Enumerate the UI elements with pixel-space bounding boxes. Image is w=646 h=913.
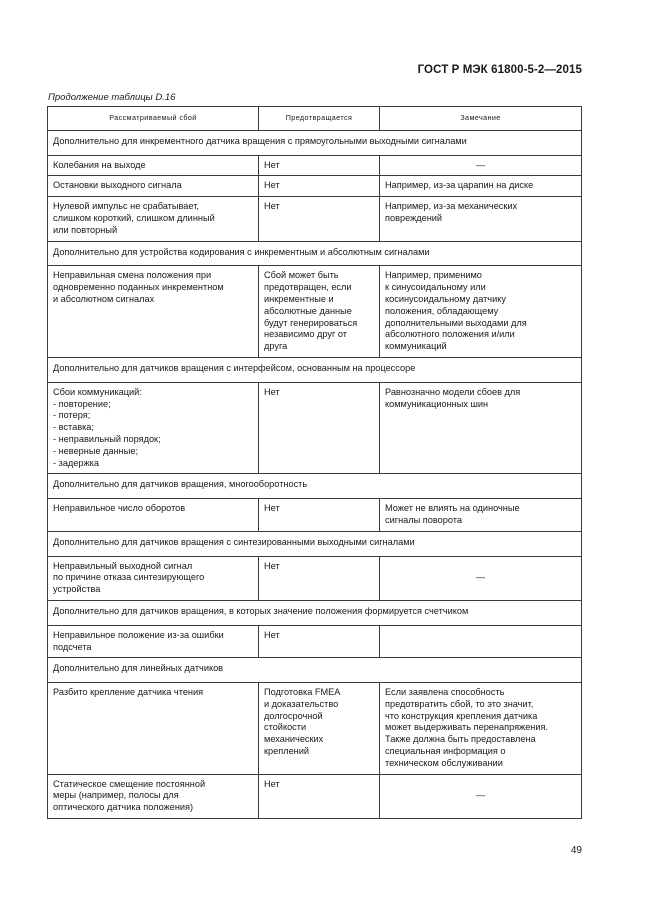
fault-cell: Сбои коммуникаций: - повторение; - потеря; - вставка; - неправильный порядок; - неверные данные; - задержка (48, 382, 259, 474)
section-row (48, 357, 582, 382)
fault-cell: Неправильное число оборотов (48, 499, 259, 532)
section-title: Дополнительно для датчиков вращения с интерфейсом, основанным на процессоре (48, 357, 582, 382)
column-header-fault: Рассматриваемый сбой (48, 107, 259, 131)
prevented-cell: Нет (259, 625, 380, 658)
table-row (48, 774, 582, 818)
fault-table (47, 106, 582, 819)
section-row (48, 658, 582, 683)
prevented-cell: Нет (259, 197, 380, 241)
column-header-prevented: Предотвращается (259, 107, 380, 131)
table-row (48, 266, 582, 358)
fault-cell: Колебания на выходе (48, 155, 259, 176)
prevented-cell: Нет (259, 176, 380, 197)
section-row (48, 600, 582, 625)
fault-cell: Неправильная смена положения при одновременно поданных инкрементном и абсолютном сигналах (48, 266, 259, 358)
section-row (48, 474, 582, 499)
table-row (48, 556, 582, 600)
prevented-cell: Нет (259, 382, 380, 474)
section-title: Дополнительно для инкрементного датчика вращения с прямоугольными выходными сигналами (48, 130, 582, 155)
section-row (48, 130, 582, 155)
section-row (48, 531, 582, 556)
table-row (48, 176, 582, 197)
note-cell: Если заявлена способность предотвратить сбой, то это значит, что конструкция крепления датчика может выдерживать перенапряжения. Также должна быть предоставлена специальная информация о техническом обслуживании (380, 683, 582, 775)
prevented-cell: Нет (259, 155, 380, 176)
fault-cell: Разбито крепление датчика чтения (48, 683, 259, 775)
note-cell: Равнозначно модели сбоев для коммуникационных шин (380, 382, 582, 474)
fault-cell: Остановки выходного сигнала (48, 176, 259, 197)
section-title: Дополнительно для датчиков вращения, в которых значение положения формируется счетчиком (48, 600, 582, 625)
note-cell: — (380, 774, 582, 818)
table-row (48, 382, 582, 474)
prevented-cell: Сбой может быть предотвращен, если инкрементные и абсолютные данные будут генерироваться независимо друг от друга (259, 266, 380, 358)
note-cell: Может не влиять на одиночные сигналы поворота (380, 499, 582, 532)
table-row (48, 683, 582, 775)
note-cell: Например, из-за царапин на диске (380, 176, 582, 197)
table-row (48, 625, 582, 658)
prevented-cell: Нет (259, 556, 380, 600)
prevented-cell: Подготовка FMEA и доказательство долгосрочной стойкости механических креплений (259, 683, 380, 775)
section-row (48, 241, 582, 266)
standard-header: ГОСТ Р МЭК 61800-5-2—2015 (417, 64, 582, 76)
note-cell (380, 625, 582, 658)
fault-cell: Неправильный выходной сигнал по причине отказа синтезирующего устройства (48, 556, 259, 600)
prevented-cell: Нет (259, 774, 380, 818)
section-title: Дополнительно для устройства кодирования с инкрементным и абсолютным сигналами (48, 241, 582, 266)
table-row (48, 499, 582, 532)
table-row (48, 155, 582, 176)
section-title: Дополнительно для датчиков вращения, многооборотность (48, 474, 582, 499)
note-cell: — (380, 155, 582, 176)
note-cell: — (380, 556, 582, 600)
page-number: 49 (570, 845, 582, 856)
table-header-row (48, 107, 582, 131)
prevented-cell: Нет (259, 499, 380, 532)
note-cell: Например, применимо к синусоидальному или косинусоидальному датчику положения, обладающему дополнительными выходами для абсолютного положения и/или коммуникаций (380, 266, 582, 358)
fault-cell: Статическое смещение постоянной меры (например, полосы для оптического датчика положения) (48, 774, 259, 818)
fault-cell: Неправильное положение из-за ошибки подсчета (48, 625, 259, 658)
column-header-note: Замечание (380, 107, 582, 131)
section-title: Дополнительно для датчиков вращения с синтезированными выходными сигналами (48, 531, 582, 556)
table-row (48, 197, 582, 241)
note-cell: Например, из-за механических повреждений (380, 197, 582, 241)
section-title: Дополнительно для линейных датчиков (48, 658, 582, 683)
table-caption: Продолжение таблицы D.16 (48, 92, 176, 103)
fault-cell: Нулевой импульс не срабатывает, слишком короткий, слишком длинный или повторный (48, 197, 259, 241)
